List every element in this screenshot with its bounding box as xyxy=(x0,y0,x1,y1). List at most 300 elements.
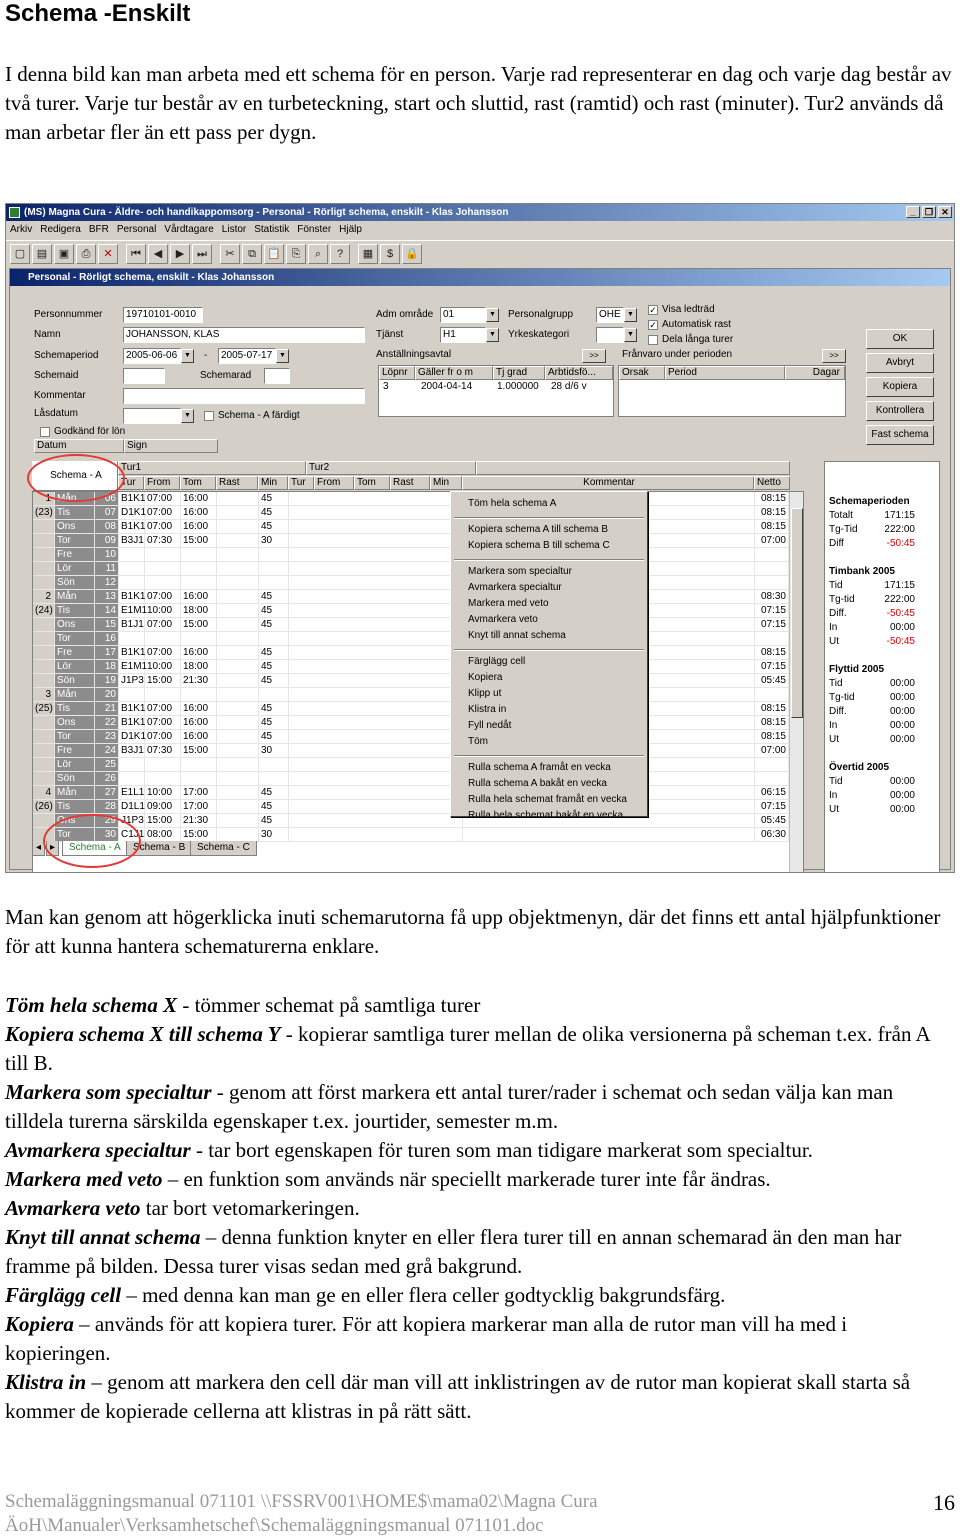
tur1-min[interactable]: 45 xyxy=(259,520,289,534)
context-menu-item[interactable]: Knyt till annat schema xyxy=(468,630,566,641)
tur2-cells[interactable] xyxy=(289,730,463,744)
tur1-min[interactable]: 45 xyxy=(259,618,289,632)
tur2-cells[interactable] xyxy=(289,828,463,842)
menu-item[interactable]: Redigera xyxy=(40,224,81,235)
tur1-tom[interactable]: 17:00 xyxy=(181,800,217,814)
day-of-month: 25 xyxy=(95,758,119,772)
tur2-cells[interactable] xyxy=(289,786,463,800)
week-number: 1 xyxy=(33,492,55,506)
tur1-code[interactable]: B1J1 xyxy=(121,619,144,630)
tur2-cells[interactable] xyxy=(289,702,463,716)
tur1-min[interactable]: 45 xyxy=(259,814,289,828)
schemarad-field[interactable] xyxy=(264,368,290,384)
summary-row xyxy=(829,804,939,818)
tur1-rast[interactable] xyxy=(217,604,259,618)
tur1-rast[interactable] xyxy=(217,632,259,646)
tur1-code[interactable]: J1P3 xyxy=(121,675,144,686)
tur1-rast[interactable] xyxy=(217,674,259,688)
tur1-code[interactable]: B1K1 xyxy=(121,703,146,714)
table-row[interactable] xyxy=(33,814,803,828)
tur1-from[interactable]: 07:00 xyxy=(145,506,181,520)
tur1-code[interactable]: E1M1 xyxy=(121,661,148,672)
grid-scrollbar[interactable] xyxy=(789,492,803,873)
last-record-icon[interactable]: ⏭ xyxy=(192,244,212,264)
yrkeskategori-field[interactable] xyxy=(596,327,624,343)
tur1-rast[interactable] xyxy=(217,576,259,590)
tur1-tom[interactable] xyxy=(181,772,217,786)
tur1-code[interactable]: J1P3 xyxy=(121,815,144,826)
tur1-min[interactable]: 45 xyxy=(259,702,289,716)
copy-icon[interactable]: ⧉ xyxy=(242,244,262,264)
tur1-min[interactable]: 45 xyxy=(259,646,289,660)
tur1-tom[interactable] xyxy=(181,688,217,702)
tur1-min[interactable]: 45 xyxy=(259,674,289,688)
tur1-min[interactable]: 45 xyxy=(259,506,289,520)
tur1-min[interactable]: 30 xyxy=(259,744,289,758)
context-menu-item[interactable]: Rulla schema A bakåt en vecka xyxy=(468,778,607,789)
context-menu-item[interactable]: Kopiera schema B till schema C xyxy=(468,540,610,551)
tur2-cells[interactable] xyxy=(289,520,463,534)
netto-cell xyxy=(755,758,789,772)
chevron-down-icon[interactable]: ▼ xyxy=(624,328,637,342)
tur1-from[interactable] xyxy=(145,772,181,786)
tur1-tom[interactable]: 15:00 xyxy=(181,828,217,842)
scrollbar-thumb[interactable] xyxy=(791,508,803,718)
visa-ledtrad-checkbox[interactable]: ✓ xyxy=(649,305,657,315)
tur1-rast[interactable] xyxy=(217,520,259,534)
next-record-icon[interactable]: ▶ xyxy=(170,244,190,264)
weekday: Mån xyxy=(55,688,95,702)
tur1-min[interactable] xyxy=(259,548,289,562)
tur2-cells[interactable] xyxy=(289,688,463,702)
tur2-cells[interactable] xyxy=(289,576,463,590)
tur1-tom[interactable]: 16:00 xyxy=(181,506,217,520)
kontrollera-button[interactable]: Kontrollera xyxy=(866,401,934,421)
franvaro-more-button[interactable]: >> xyxy=(822,349,846,363)
table-row[interactable] xyxy=(33,730,803,744)
table-row[interactable] xyxy=(33,660,803,674)
netto-cell xyxy=(755,688,789,702)
tur1-code[interactable] xyxy=(119,758,145,772)
context-menu-item[interactable]: Markera med veto xyxy=(468,598,549,609)
tur1-tom[interactable] xyxy=(181,576,217,590)
schemaid-field[interactable] xyxy=(123,368,165,384)
context-menu-item[interactable]: Fyll nedåt xyxy=(468,720,512,731)
summary-value: -50:45 xyxy=(886,636,915,647)
tur1-tom[interactable] xyxy=(181,758,217,772)
tur1-from[interactable] xyxy=(145,688,181,702)
context-menu-item[interactable]: Kopiera schema A till schema B xyxy=(468,524,609,535)
context-menu-item[interactable]: Töm xyxy=(468,736,488,747)
context-menu-item[interactable]: Avmarkera specialtur xyxy=(468,582,562,593)
tur1-tom[interactable]: 16:00 xyxy=(181,590,217,604)
tur1-code[interactable]: B3J1 xyxy=(121,535,144,546)
lock-icon[interactable]: 🔒 xyxy=(402,244,422,264)
tur1-tom[interactable]: 16:00 xyxy=(181,716,217,730)
print-icon[interactable]: ⎙ xyxy=(76,244,96,264)
tur2-cells[interactable] xyxy=(289,604,463,618)
schema-klar-checkbox[interactable] xyxy=(204,411,214,421)
tur1-code[interactable]: B1K1 xyxy=(121,591,146,602)
anst-cell: 28 d/6 v xyxy=(551,381,587,392)
summary-key: Diff. xyxy=(829,706,847,717)
menu-item[interactable]: Listor xyxy=(221,224,247,235)
tur1-rast[interactable] xyxy=(217,590,259,604)
tur1-tom[interactable]: 16:00 xyxy=(181,730,217,744)
open-icon[interactable]: ▤ xyxy=(32,244,52,264)
tur1-min[interactable]: 30 xyxy=(259,828,289,842)
dela-langa-label: Dela långa turer xyxy=(662,334,734,345)
tur1-rast[interactable] xyxy=(217,800,259,814)
tur1-tom[interactable] xyxy=(181,562,217,576)
tur1-code[interactable]: E1M1 xyxy=(121,605,148,616)
tur1-code[interactable]: D1K1 xyxy=(121,731,147,742)
tur2-cells[interactable] xyxy=(289,534,463,548)
tur1-min[interactable] xyxy=(259,772,289,786)
context-menu-item[interactable]: Färglägg cell xyxy=(468,656,526,667)
personalgrupp-field[interactable]: OHE xyxy=(596,307,624,323)
tur2-cells[interactable] xyxy=(289,618,463,632)
summary-key: Ut xyxy=(829,734,839,745)
tur1-from[interactable]: 09:00 xyxy=(145,800,181,814)
tur2-cells[interactable] xyxy=(289,492,463,506)
dela-langa-checkbox[interactable] xyxy=(648,335,658,345)
context-menu-item[interactable]: Rulla hela schemat framåt en vecka xyxy=(468,794,627,805)
tur1-code[interactable]: D1K1 xyxy=(121,507,147,518)
summary-row xyxy=(829,734,939,748)
personnummer-field[interactable]: 19710101-0010 xyxy=(123,307,203,323)
tur1-min[interactable] xyxy=(259,688,289,702)
tur1-rast[interactable] xyxy=(217,562,259,576)
table-row[interactable] xyxy=(33,688,803,702)
menu-item[interactable]: Fönster xyxy=(297,224,332,235)
first-record-icon[interactable]: ⏮ xyxy=(126,244,146,264)
tur1-tom[interactable]: 16:00 xyxy=(181,646,217,660)
week-number xyxy=(33,632,55,646)
table-row[interactable] xyxy=(33,534,803,548)
chevron-down-icon[interactable]: ▼ xyxy=(486,328,499,342)
description-term: Avmarkera veto xyxy=(5,1196,141,1220)
print-preview-icon[interactable]: ⎘ xyxy=(286,244,306,264)
period-to-field[interactable]: 2005-07-17 xyxy=(218,348,276,364)
tur1-rast[interactable] xyxy=(217,786,259,800)
tur1-tom[interactable]: 15:00 xyxy=(181,744,217,758)
grid-icon[interactable]: ▦ xyxy=(358,244,378,264)
minimize-icon[interactable]: _ xyxy=(906,206,920,218)
tur1-min[interactable] xyxy=(259,632,289,646)
tur1-min[interactable]: 45 xyxy=(259,786,289,800)
netto-cell xyxy=(755,632,789,646)
tur2-cells[interactable] xyxy=(289,562,463,576)
table-row[interactable] xyxy=(33,618,803,632)
table-row[interactable] xyxy=(33,744,803,758)
table-row[interactable] xyxy=(33,702,803,716)
tur1-from[interactable]: 07:00 xyxy=(145,590,181,604)
tur2-cells[interactable] xyxy=(289,772,463,786)
table-row[interactable] xyxy=(33,604,803,618)
godkand-checkbox[interactable] xyxy=(40,427,50,437)
sign-header: Sign xyxy=(124,439,218,453)
tur1-from[interactable]: 07:00 xyxy=(145,730,181,744)
table-row[interactable] xyxy=(33,828,803,842)
tur1-tom[interactable]: 16:00 xyxy=(181,492,217,506)
day-of-month: 15 xyxy=(95,618,119,632)
tur1-from[interactable]: 15:00 xyxy=(145,814,181,828)
cut-icon[interactable]: ✂ xyxy=(220,244,240,264)
summary-row xyxy=(829,790,939,804)
period-from-field[interactable]: 2005-06-06 xyxy=(123,348,181,364)
tur1-rast[interactable] xyxy=(217,772,259,786)
day-of-month: 17 xyxy=(95,646,119,660)
tur1-min[interactable]: 45 xyxy=(259,590,289,604)
namn-field[interactable]: JOHANSSON, KLAS xyxy=(123,327,365,343)
context-menu-item[interactable]: Markera som specialtur xyxy=(468,566,572,577)
menu-item[interactable]: Hjälp xyxy=(339,224,362,235)
summary-row xyxy=(829,692,939,706)
table-row[interactable] xyxy=(33,492,803,506)
tur1-from[interactable]: 10:00 xyxy=(145,604,181,618)
table-row[interactable] xyxy=(33,520,803,534)
tur1-tom[interactable] xyxy=(181,632,217,646)
tur1-rast[interactable] xyxy=(217,758,259,772)
table-row[interactable] xyxy=(33,646,803,660)
tur1-rast[interactable] xyxy=(217,618,259,632)
netto-cell: 08:15 xyxy=(755,492,789,506)
tur1-code[interactable]: D1L1 xyxy=(121,801,145,812)
tur2-cells[interactable] xyxy=(289,744,463,758)
chevron-down-icon[interactable]: ▼ xyxy=(624,308,637,322)
tur1-rast[interactable] xyxy=(217,492,259,506)
table-row[interactable] xyxy=(33,562,803,576)
menu-item[interactable]: Statistik xyxy=(254,224,290,235)
menu-item[interactable]: Arkiv xyxy=(10,224,33,235)
table-row[interactable] xyxy=(33,590,803,604)
description-item xyxy=(5,991,955,1020)
tur1-from[interactable] xyxy=(145,548,181,562)
schedule-grid[interactable] xyxy=(32,491,804,873)
tur1-code[interactable] xyxy=(119,576,145,590)
tur1-min[interactable]: 45 xyxy=(259,730,289,744)
tur1-rast[interactable] xyxy=(217,534,259,548)
tur1-code[interactable]: B1K1 xyxy=(121,521,146,532)
summary-row xyxy=(829,524,939,538)
lasdatum-field[interactable] xyxy=(123,408,181,424)
tur1-code[interactable] xyxy=(119,688,145,702)
tab-schema[interactable]: Schema - C xyxy=(190,841,257,856)
weekday: Tor xyxy=(55,534,95,548)
tur1-min[interactable]: 45 xyxy=(259,800,289,814)
table-row[interactable] xyxy=(33,716,803,730)
tur1-tom[interactable]: 16:00 xyxy=(181,520,217,534)
tur2-cells[interactable] xyxy=(289,814,463,828)
new-icon[interactable]: ▢ xyxy=(10,244,30,264)
chevron-down-icon[interactable]: ▼ xyxy=(181,409,194,423)
context-menu-item[interactable]: Klipp ut xyxy=(468,688,502,699)
context-menu-item[interactable]: Töm hela schema A xyxy=(468,498,557,509)
tur1-rast[interactable] xyxy=(217,646,259,660)
table-row[interactable] xyxy=(33,772,803,786)
tur1-tom[interactable]: 15:00 xyxy=(181,534,217,548)
tab-next-icon[interactable]: ▸ xyxy=(46,841,59,856)
avbryt-button[interactable]: Avbryt xyxy=(866,353,934,373)
tur1-from[interactable] xyxy=(145,632,181,646)
dollar-icon[interactable]: $ xyxy=(380,244,400,264)
day-of-month: 14 xyxy=(95,604,119,618)
tur1-tom[interactable]: 16:00 xyxy=(181,702,217,716)
summary-heading: Schemaperioden xyxy=(829,496,910,507)
tur1-min[interactable] xyxy=(259,576,289,590)
tur1-from[interactable] xyxy=(145,758,181,772)
tur1-tom[interactable]: 15:00 xyxy=(181,618,217,632)
tur2-cells[interactable] xyxy=(289,758,463,772)
chevron-down-icon[interactable]: ▼ xyxy=(276,349,289,363)
kommentar-field[interactable] xyxy=(123,388,365,404)
table-row[interactable] xyxy=(33,786,803,800)
tur1-from[interactable]: 07:30 xyxy=(145,744,181,758)
tur1-from[interactable] xyxy=(145,576,181,590)
tur1-min[interactable]: 30 xyxy=(259,534,289,548)
table-row[interactable] xyxy=(33,758,803,772)
tur1-code[interactable] xyxy=(119,562,145,576)
context-menu-item[interactable]: Avmarkera veto xyxy=(468,614,538,625)
table-row[interactable] xyxy=(33,674,803,688)
tur2-cells[interactable] xyxy=(289,590,463,604)
tjanst-field[interactable]: H1 xyxy=(440,327,486,343)
weekday: Sön xyxy=(55,772,95,786)
tur1-from[interactable]: 07:00 xyxy=(145,520,181,534)
tur1-code[interactable]: C1J1 xyxy=(121,829,145,840)
chevron-down-icon[interactable]: ▼ xyxy=(486,308,499,322)
table-row[interactable] xyxy=(33,632,803,646)
tur1-code[interactable] xyxy=(119,632,145,646)
tur1-from[interactable]: 07:00 xyxy=(145,702,181,716)
tur1-from[interactable]: 07:00 xyxy=(145,646,181,660)
tur1-from[interactable]: 07:30 xyxy=(145,534,181,548)
kopiera-button[interactable]: Kopiera xyxy=(866,377,934,397)
netto-cell xyxy=(755,772,789,786)
tab-prev-icon[interactable]: ◂ xyxy=(32,841,45,856)
menu-item[interactable]: Personal xyxy=(116,224,157,235)
tur1-from[interactable]: 10:00 xyxy=(145,660,181,674)
tur1-min[interactable]: 45 xyxy=(259,660,289,674)
weekday: Lör xyxy=(55,758,95,772)
close-icon[interactable]: ✕ xyxy=(938,206,952,218)
day-of-month: 11 xyxy=(95,562,119,576)
menu-item[interactable]: Vårdtagare xyxy=(164,224,214,235)
fast-schema-button[interactable]: Fast schema xyxy=(866,425,934,445)
tur1-code[interactable]: B3J1 xyxy=(121,745,144,756)
tur1-min[interactable]: 45 xyxy=(259,604,289,618)
tur1-tom[interactable]: 18:00 xyxy=(181,604,217,618)
day-of-month: 06 xyxy=(95,492,119,506)
tur1-rast[interactable] xyxy=(217,814,259,828)
tur2-cells[interactable] xyxy=(289,632,463,646)
tur1-tom[interactable]: 18:00 xyxy=(181,660,217,674)
summary-row xyxy=(829,538,939,552)
delete-icon[interactable]: ✕ xyxy=(98,244,118,264)
tur1-from[interactable] xyxy=(145,562,181,576)
tur1-min[interactable] xyxy=(259,758,289,772)
tur1-tom[interactable]: 21:30 xyxy=(181,814,217,828)
description-text: – med denna kan man ge en eller flera celler godtycklig bakgrundsfärg. xyxy=(121,1283,726,1307)
table-row[interactable] xyxy=(33,548,803,562)
tur1-rast[interactable] xyxy=(217,744,259,758)
tab-schema[interactable]: Schema - A xyxy=(62,841,128,856)
tur1-code[interactable]: B1K1 xyxy=(121,647,146,658)
tur1-tom[interactable]: 21:30 xyxy=(181,674,217,688)
context-menu-item[interactable]: Rulla hela schemat bakåt en vecka xyxy=(468,810,624,821)
tur1-rast[interactable] xyxy=(217,730,259,744)
tur1-from[interactable]: 07:00 xyxy=(145,492,181,506)
day-of-month: 27 xyxy=(95,786,119,800)
tur1-rast[interactable] xyxy=(217,716,259,730)
adm-field[interactable]: 01 xyxy=(440,307,486,323)
save-icon[interactable]: ▣ xyxy=(54,244,74,264)
tur2-cells[interactable] xyxy=(289,506,463,520)
restore-icon[interactable]: ❐ xyxy=(922,206,936,218)
tur1-rast[interactable] xyxy=(217,548,259,562)
tur1-code[interactable]: B1K1 xyxy=(121,717,146,728)
tur2-cells[interactable] xyxy=(289,716,463,730)
tur2-cells[interactable] xyxy=(289,646,463,660)
tur1-rast[interactable] xyxy=(217,702,259,716)
tur1-code[interactable]: B1K1 xyxy=(121,493,146,504)
table-row[interactable] xyxy=(33,800,803,814)
kommentar-cell[interactable] xyxy=(463,828,755,842)
prev-record-icon[interactable]: ◀ xyxy=(148,244,168,264)
tur2-cells[interactable] xyxy=(289,800,463,814)
tur2-cells[interactable] xyxy=(289,548,463,562)
summary-heading: Övertid 2005 xyxy=(829,762,890,773)
auto-rast-checkbox[interactable]: ✓ xyxy=(649,320,657,330)
table-row[interactable] xyxy=(33,506,803,520)
tur1-rast[interactable] xyxy=(217,688,259,702)
table-row[interactable] xyxy=(33,576,803,590)
ok-button[interactable]: OK xyxy=(866,329,934,349)
tab-schema[interactable]: Schema - B xyxy=(126,841,192,856)
tur1-code[interactable]: E1L1 xyxy=(121,787,145,798)
tur1-from[interactable]: 08:00 xyxy=(145,828,181,842)
tur1-from[interactable]: 07:00 xyxy=(145,618,181,632)
context-menu-item[interactable]: Kopiera xyxy=(468,672,503,683)
tur1-rast[interactable] xyxy=(217,828,259,842)
week-number xyxy=(33,548,55,562)
tur1-rast[interactable] xyxy=(217,506,259,520)
context-menu-item[interactable]: Klistra in xyxy=(468,704,507,715)
tur1-min[interactable]: 45 xyxy=(259,492,289,506)
tur2-cells[interactable] xyxy=(289,674,463,688)
tur1-tom[interactable] xyxy=(181,548,217,562)
tur1-from[interactable]: 15:00 xyxy=(145,674,181,688)
chevron-down-icon[interactable]: ▼ xyxy=(181,349,194,363)
find-icon[interactable]: ⌕ xyxy=(308,244,328,264)
menu-item[interactable]: BFR xyxy=(88,224,109,235)
tur1-min[interactable]: 45 xyxy=(259,716,289,730)
help-icon[interactable]: ? xyxy=(330,244,350,264)
anstallningsavtal-more-button[interactable]: >> xyxy=(582,349,606,363)
tur1-from[interactable]: 10:00 xyxy=(145,786,181,800)
paste-icon[interactable]: 📋 xyxy=(264,244,284,264)
context-menu-item[interactable]: Rulla schema A framåt en vecka xyxy=(468,762,611,773)
tur1-tom[interactable]: 17:00 xyxy=(181,786,217,800)
app-icon xyxy=(9,207,20,218)
tur1-code[interactable] xyxy=(119,772,145,786)
tur1-rast[interactable] xyxy=(217,660,259,674)
tur1-code[interactable] xyxy=(119,548,145,562)
tur2-cells[interactable] xyxy=(289,660,463,674)
tur1-min[interactable] xyxy=(259,562,289,576)
tur1-from[interactable]: 07:00 xyxy=(145,716,181,730)
